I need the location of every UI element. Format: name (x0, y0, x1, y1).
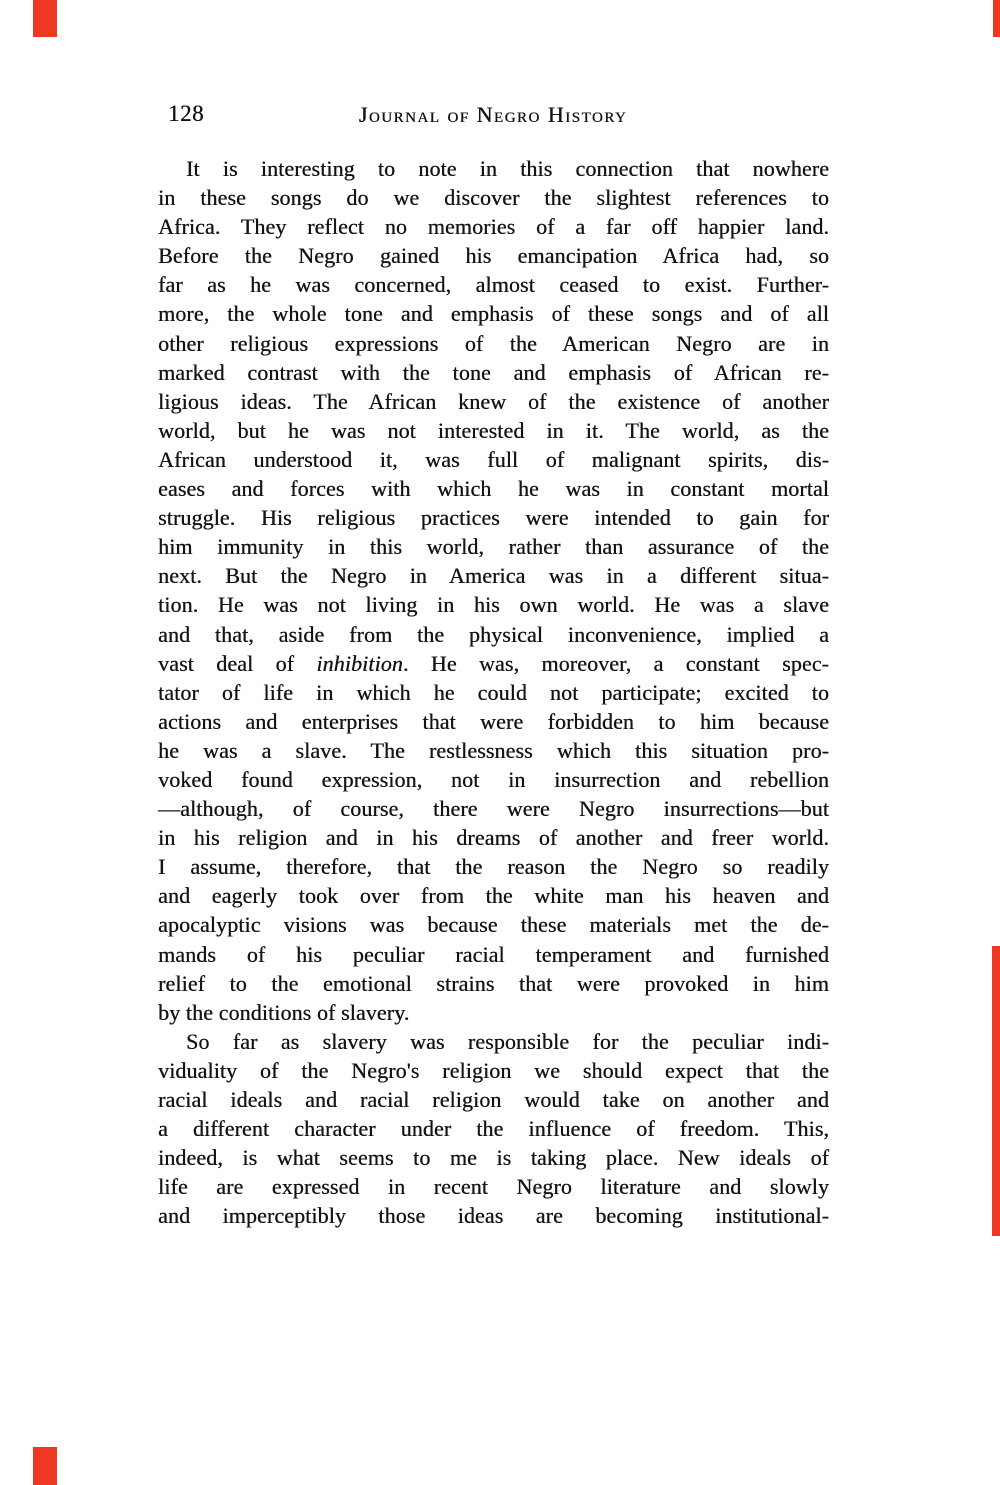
text-line: So far as slavery was responsible for the peculiar indi- (186, 1028, 829, 1054)
text-line: eases and forces with which he was in constant mortal (158, 476, 829, 502)
text-line: more, the whole tone and emphasis of these songs and of all (158, 301, 829, 327)
text-line: indeed, is what seems to me is taking place. New ideals of (158, 1145, 829, 1171)
text-line: relief to the emotional strains that were provoked in him (158, 970, 829, 996)
running-header (158, 101, 829, 133)
text-line: apocalyptic visions was because these materials met the de- (158, 912, 829, 938)
scan-edge-mark (33, 1447, 57, 1485)
text-line: next. But the Negro in America was in a different situa- (158, 563, 829, 589)
text-line: a different character under the influence of freedom. This, (158, 1116, 829, 1142)
text-line: actions and enterprises that were forbidden to him because (158, 708, 829, 734)
text-line: and imperceptibly those ideas are becoming institutional- (158, 1203, 829, 1229)
text-line: mands of his peculiar racial temperament and furnished (158, 941, 829, 967)
text-line: struggle. His religious practices were intended to gain for (158, 505, 829, 531)
text-line: Before the Negro gained his emancipation Africa had, so (158, 243, 829, 269)
text-line: African understood it, was full of malignant spirits, dis- (158, 446, 829, 472)
text-line: world, but he was not interested in it. The world, as the (158, 417, 829, 443)
text-line: life are expressed in recent Negro literature and slowly (158, 1174, 829, 1200)
text-line: vast deal of inhibition. He was, moreover, a constant spec- (158, 650, 829, 676)
text-line: voked found expression, not in insurrection and rebellion (158, 766, 829, 792)
text-line: marked contrast with the tone and emphasis of African re- (158, 359, 829, 385)
text-line: and eagerly took over from the white man his heaven and (158, 883, 829, 909)
text-line: in these songs do we discover the slightest references to (158, 185, 829, 211)
page-number: 128 (168, 101, 204, 126)
text-line: him immunity in this world, rather than assurance of the (158, 534, 829, 560)
text-line: and that, aside from the physical inconvenience, implied a (158, 621, 829, 647)
journal-title: Journal of Negro History (358, 102, 628, 127)
text-line: —although, of course, there were Negro insurrections—but (158, 796, 829, 822)
text-line: far as he was concerned, almost ceased to exist. Further- (158, 272, 829, 298)
text-line: racial ideals and racial religion would take on another and (158, 1087, 829, 1112)
text-line: tator of life in which he could not participate; excited to (158, 679, 829, 705)
text-line: tion. He was not living in his own world. He was a slave (158, 592, 829, 618)
body-text (158, 154, 829, 1230)
text-line: viduality of the Negro's religion we should expect that the (158, 1057, 829, 1083)
scan-edge-mark (992, 946, 1000, 1236)
scan-edge-mark (33, 0, 57, 37)
text-line: ligious ideas. The African knew of the existence of another (158, 388, 829, 414)
text-line: by the conditions of slavery. (158, 999, 410, 1025)
text-line: in his religion and in his dreams of another and freer world. (158, 825, 829, 851)
text-line: Africa. They reflect no memories of a far off happier land. (158, 214, 829, 240)
text-line: he was a slave. The restlessness which this situation pro- (158, 737, 829, 763)
text-line: It is interesting to note in this connection that nowhere (186, 156, 829, 181)
text-line: I assume, therefore, that the reason the Negro so readily (158, 854, 829, 880)
text-line: other religious expressions of the American Negro are in (158, 330, 829, 356)
scan-edge-mark (993, 0, 1000, 37)
